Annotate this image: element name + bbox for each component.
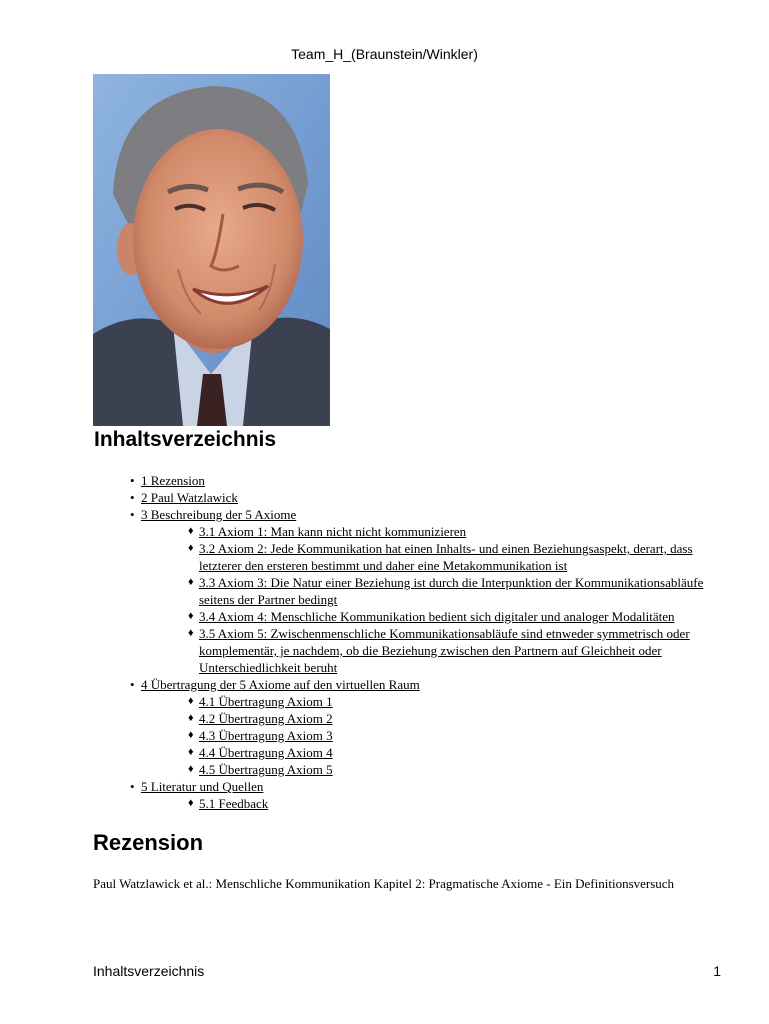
toc-link[interactable]: 5 Literatur und Quellen [141,779,264,794]
toc-item [130,489,730,506]
toc-list [130,472,730,812]
toc-sublink[interactable]: 4.2 Übertragung Axiom 2 [199,711,333,726]
toc-sublink[interactable]: 4.4 Übertragung Axiom 4 [199,745,333,760]
toc-sublink[interactable]: 3.1 Axiom 1: Man kann nicht nicht kommunizieren [199,524,467,539]
toc-item [130,472,730,489]
toc-subitem [188,727,730,744]
table-of-contents [130,472,730,812]
section-heading-rezension: Rezension [93,830,204,855]
toc-subitem [188,574,730,608]
toc-sublink[interactable]: 3.3 Axiom 3: Die Natur einer Beziehung ist durch die Interpunktion der Kommunikationsabläufe seitens der Partner bedingt [199,575,704,607]
toc-subitem [188,710,730,727]
toc-subitem [188,540,730,574]
toc-sublink[interactable]: 4.3 Übertragung Axiom 3 [199,728,333,743]
page-header: Team_H_(Braunstein/Winkler) [291,46,478,62]
toc-sublink[interactable]: 3.2 Axiom 2: Jede Kommunikation hat einen Inhalts- und einen Beziehungsaspekt, derart, dass letzterer den ersteren bestimmt und daher eine Metakommunikation ist [199,541,693,573]
toc-sublink[interactable]: 5.1 Feedback [199,796,269,811]
toc-sublink[interactable]: 4.5 Übertragung Axiom 5 [199,762,333,777]
portrait-photo [93,74,330,426]
toc-sublist [141,523,730,676]
section-paragraph: Paul Watzlawick et al.: Menschliche Kommunikation Kapitel 2: Pragmatische Axiome - Ein Definitionsversuch [93,876,675,891]
toc-sublink[interactable]: 3.4 Axiom 4: Menschliche Kommunikation bedient sich digitaler und analoger Modalitäten [199,609,675,624]
toc-item [130,676,730,778]
toc-subitem [188,608,730,625]
toc-sublist [141,693,730,778]
toc-link[interactable]: 2 Paul Watzlawick [141,490,238,505]
footer-title: Inhaltsverzeichnis [93,963,205,979]
toc-item [130,506,730,676]
toc-subitem [188,795,730,812]
toc-item [130,778,730,812]
toc-sublink[interactable]: 3.5 Axiom 5: Zwischenmenschliche Kommunikationsabläufe sind etnweder symmetrisch oder komplementär, je nachdem, ob die Beziehung zwischen den Partnern auf Gleichheit oder Unterschiedlichkeit beruht [199,626,690,675]
toc-link[interactable]: 1 Rezension [141,473,205,488]
toc-subitem [188,625,730,676]
toc-sublink[interactable]: 4.1 Übertragung Axiom 1 [199,694,333,709]
toc-subitem [188,744,730,761]
toc-subitem [188,761,730,778]
footer-page-number: 1 [713,963,721,979]
toc-link[interactable]: 4 Übertragung der 5 Axiome auf den virtuellen Raum [141,677,420,692]
toc-link[interactable]: 3 Beschreibung der 5 Axiome [141,507,297,522]
toc-sublist [141,795,730,812]
toc-subitem [188,693,730,710]
toc-heading: Inhaltsverzeichnis [94,428,277,451]
toc-subitem [188,523,730,540]
